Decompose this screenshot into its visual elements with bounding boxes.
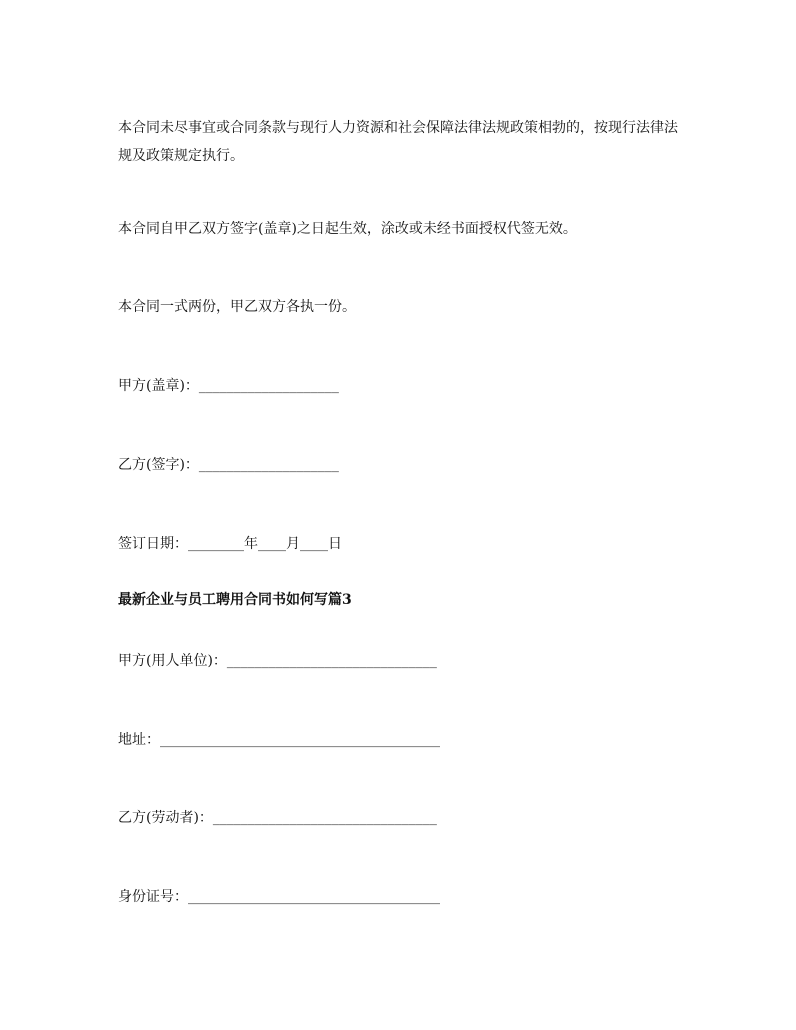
party-a-seal-line: 甲方(盖章)：____________________ bbox=[118, 378, 339, 394]
party-b-sign-line: 乙方(签字)：____________________ bbox=[118, 457, 339, 473]
paragraph-effective-date: 本合同自甲乙双方签字(盖章)之日起生效，涂改或未经书面授权代签无效。 bbox=[118, 221, 577, 237]
paragraph-supplementary-terms: 本合同未尽事宜或合同条款与现行人力资源和社会保障法律法规政策相勃的，按现行法律法规及政策规定执行。 bbox=[118, 120, 678, 164]
employee-field: 乙方(劳动者)：________________________________ bbox=[118, 810, 437, 826]
employer-field: 甲方(用人单位)：______________________________ bbox=[118, 653, 437, 669]
sign-date-line: 签订日期：________年____月____日 bbox=[118, 536, 342, 552]
address-field: 地址：________________________________________ bbox=[118, 732, 440, 748]
id-number-field: 身份证号：____________________________________ bbox=[118, 889, 440, 905]
paragraph-copies: 本合同一式两份，甲乙双方各执一份。 bbox=[118, 299, 356, 315]
section-heading: 最新企业与员工聘用合同书如何写篇3 bbox=[118, 592, 352, 608]
